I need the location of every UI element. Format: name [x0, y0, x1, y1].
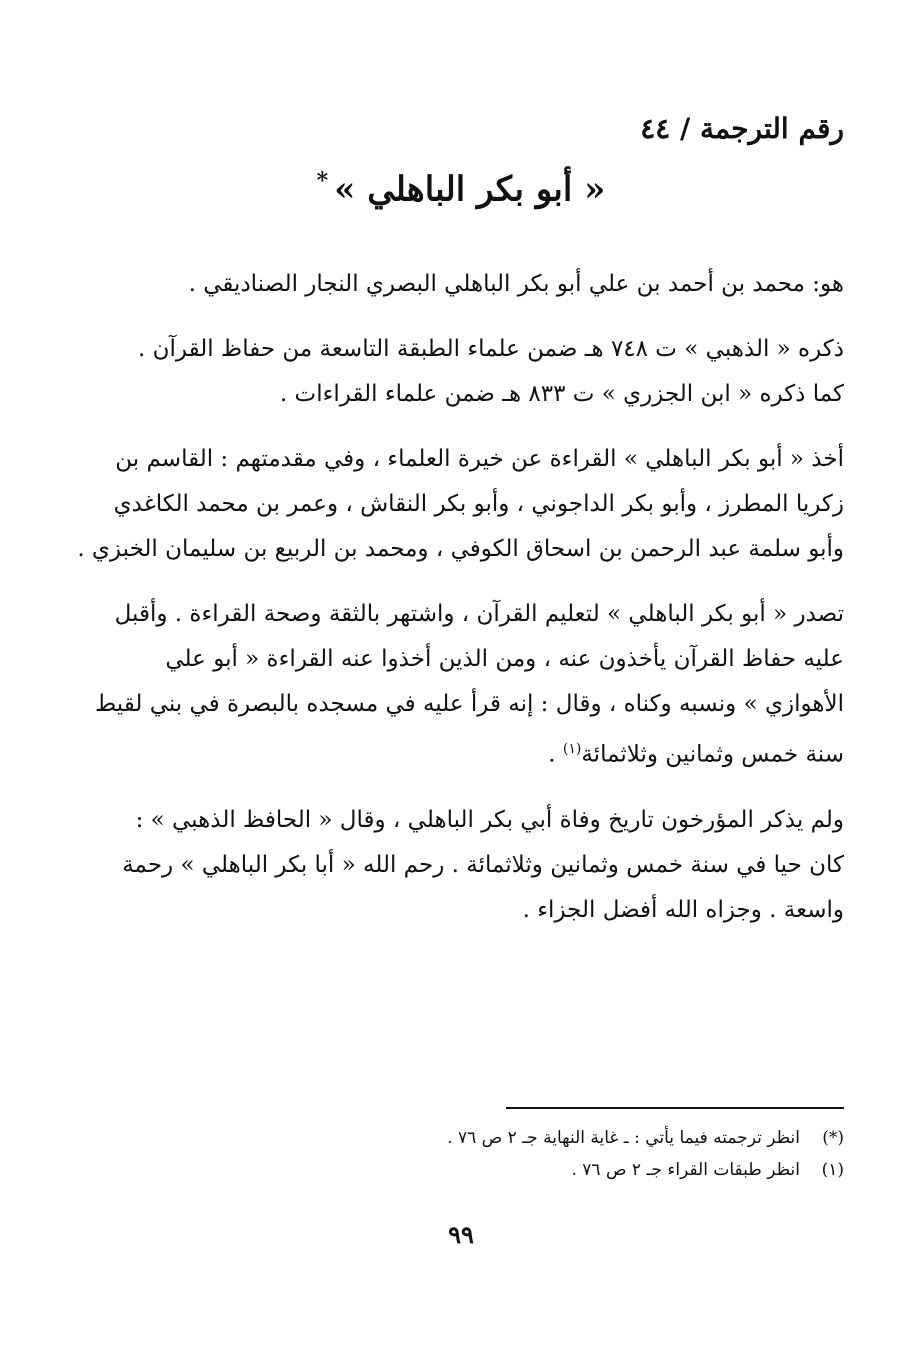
- text-line: كما ذكره « ابن الجزري » ت ٨٣٣ هـ ضمن علماء القراءات .: [279, 381, 844, 407]
- text-line: كان حيا في سنة خمس وثمانين وثلاثمائة . رحم الله « أبا بكر الباهلي » رحمة: [122, 851, 844, 878]
- text-line: ولم يذكر المؤرخون تاريخ وفاة أبي بكر الباهلي ، وقال « الحافظ الذهبي » :: [135, 806, 844, 833]
- text-line-end: .: [548, 741, 563, 768]
- biography-title: [0, 168, 922, 209]
- paragraph: [74, 592, 844, 778]
- footnote-divider: [506, 1107, 844, 1109]
- paragraph: [74, 437, 844, 572]
- footnote-text: انظر طبقات القراء جـ ٢ ص ٧٦ .: [571, 1160, 800, 1180]
- footnote-star-mark: *: [316, 168, 329, 194]
- footnote-mark: (١): [821, 1160, 844, 1180]
- footnote-reference: (١): [562, 741, 582, 757]
- paragraph: [74, 798, 844, 933]
- footnote-item: [74, 1122, 844, 1154]
- body-text: [74, 262, 844, 953]
- text-line: ذكره « الذهبي » ت ٧٤٨ هـ ضمن علماء الطبقة التاسعة من حفاظ القرآن .: [137, 336, 844, 362]
- footnote-text: انظر ترجمته فيما يأتي : ـ غاية النهاية جـ ٢ ص ٧٦ .: [447, 1128, 800, 1148]
- paragraph: [74, 327, 844, 417]
- text-line: تصدر « أبو بكر الباهلي » لتعليم القرآن ، واشتهر بالثقة وصحة القراءة . وأقبل: [114, 601, 844, 627]
- text-line: أخذ « أبو بكر الباهلي » القراءة عن خيرة العلماء ، وفي مقدمتهم : القاسم بن: [115, 446, 844, 472]
- text-line: وأبو سلمة عبد الرحمن بن اسحاق الكوفي ، ومحمد بن الربيع بن سليمان الخبزي .: [77, 536, 844, 562]
- page-number: ٩٩: [448, 1220, 474, 1249]
- text-line: [74, 727, 844, 778]
- footnote-mark: (*): [822, 1128, 844, 1148]
- text-line: واسعة . وجزاه الله أفضل الجزاء .: [522, 896, 844, 923]
- footnote-item: [74, 1154, 844, 1186]
- footnotes: [74, 1122, 844, 1186]
- text-line-content: سنة خمس وثمانين وثلاثمائة: [581, 741, 844, 768]
- paragraph: [74, 262, 844, 307]
- text-line: هو: محمد بن أحمد بن علي أبو بكر الباهلي البصري النجار الصناديقي .: [188, 271, 844, 297]
- text-line: زكريا المطرز ، وأبو بكر الداجوني ، وأبو بكر النقاش ، وعمر بن محمد الكاغدي: [113, 491, 844, 517]
- text-line: الأهوازي » ونسبه وكناه ، وقال : إنه قرأ عليه في مسجده بالبصرة في بني لقيط: [94, 691, 844, 717]
- entry-number-heading: رقم الترجمة / ٤٤: [640, 112, 844, 145]
- biography-title-text: « أبو بكر الباهلي »: [334, 169, 606, 210]
- text-line: عليه حفاظ القرآن يأخذون عنه ، ومن الذين أخذوا عنه القراءة « أبو علي: [165, 646, 844, 672]
